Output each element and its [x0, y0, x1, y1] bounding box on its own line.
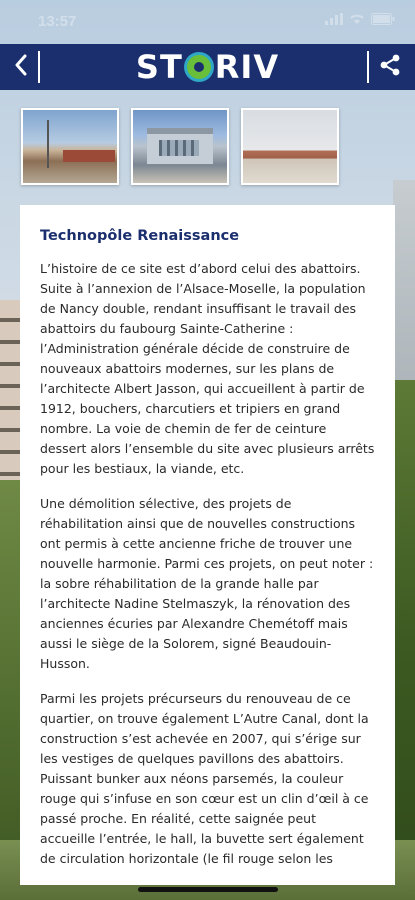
gallery-thumbnail-3[interactable]: [241, 108, 339, 185]
background-building-left: [0, 300, 22, 500]
gallery-thumbnail-2[interactable]: [131, 108, 229, 185]
status-bar: [0, 0, 415, 44]
image-detail: [63, 150, 115, 162]
article-paragraph: Parmi les projets précurseurs du renouveau de ce quartier, on trouve également L’Autre Canal, dont la construction s’est achevée en 2007, qui s’érige sur les vestiges de quelques pavillons des abattoirs. Puissant bunker aux néons parsemés, la couleur rouge qui s’infuse en son cœur est un clin d’œil à ce passé proche. En réalité, cette saignée peut accueille l’entrée, le hall, la buvette sert également de circulation horizontale (le fil rouge selon les: [40, 691, 369, 866]
gallery-image: [23, 110, 117, 183]
battery-icon: [371, 12, 395, 29]
share-icon: [378, 53, 402, 81]
background-trees-left: [0, 480, 22, 900]
storiv-logo: [0, 44, 415, 90]
home-indicator[interactable]: [138, 887, 278, 892]
gallery-thumbnail-1[interactable]: [21, 108, 119, 185]
image-detail: [47, 120, 49, 168]
logo-text-left: ST: [135, 48, 183, 86]
wifi-icon: [349, 12, 365, 29]
article-card: [20, 205, 395, 885]
article-paragraph: Une démolition sélective, des projets de réhabilitation ainsi que de nouvelles constructions ont permis à cette ancienne friche de trouver une nouvelle harmonie. Parmi ces projets, on peut noter : la sobre réhabilitation de la grande halle par l’architecte Nadine Stelmaszyk, la rénovation des anciennes écuries par Alexandre Chemétoff mais aussi le siège de la Solorem, signé Beaudouin-Husson.: [40, 496, 374, 671]
background-trees-right: [393, 380, 415, 900]
gallery-image: [243, 110, 337, 183]
gallery-image: [133, 110, 227, 183]
article-paragraph: L’histoire de ce site est d’abord celui des abattoirs. Suite à l’annexion de l’Alsace-Moselle, la population de Nancy double, rendant insuffisant le travail des abattoirs du faubourg Sainte-Catherine : l’Administration générale décide de construire de nouveaux abattoirs modernes, sur les plans de l’architecte Albert Jasson, qui accueillent à partir de 1912, bouchers, charcutiers et tripiers en grand nombre. La voie de chemin de fer de ceinture dessert alors l’ensemble du site avec plusieurs arrêts pour les bestiaux, la viande, etc.: [40, 261, 375, 476]
status-icons: [325, 12, 395, 29]
photo-gallery: [21, 108, 339, 185]
status-time: 13:57: [38, 13, 77, 30]
top-nav-bar: [0, 44, 415, 90]
logo-badge-icon: [184, 52, 214, 82]
image-detail: [159, 140, 199, 156]
logo-text-right: RIV: [214, 48, 280, 86]
home-indicator-area: [0, 870, 415, 900]
signal-icon: [325, 12, 343, 29]
share-button[interactable]: [371, 44, 409, 90]
nav-divider-right: [367, 51, 369, 83]
article-title: Technopôle Renaissance: [40, 228, 240, 244]
